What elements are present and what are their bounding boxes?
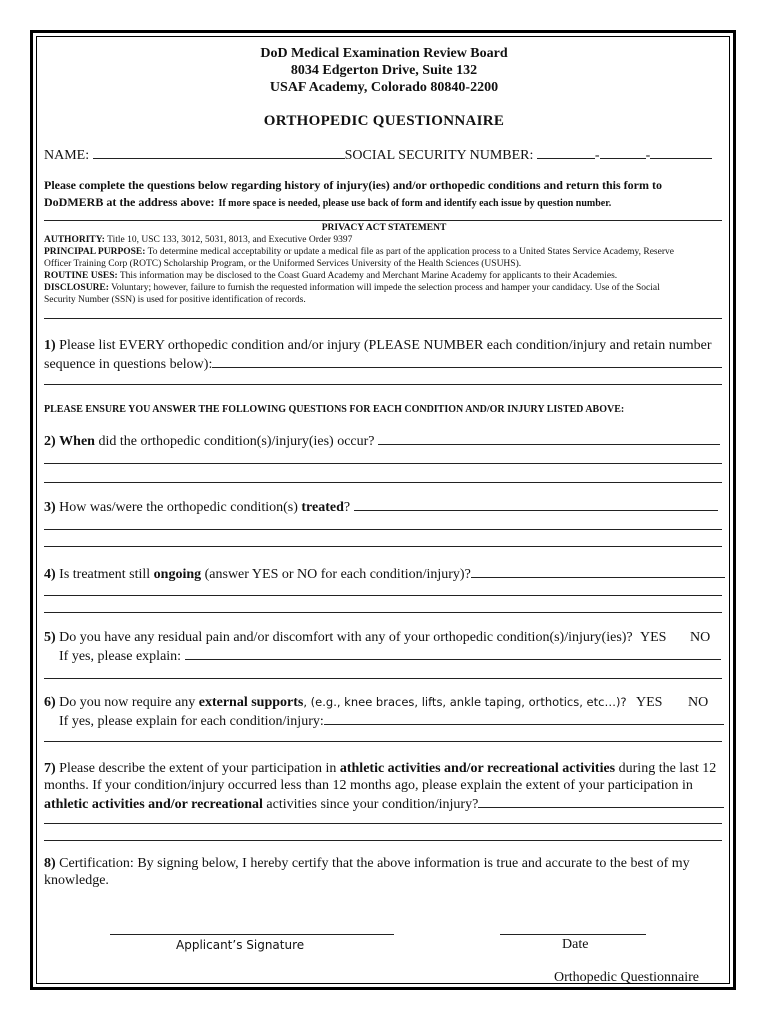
q7-answer-line[interactable] xyxy=(44,823,722,824)
q7-text: Please describe the extent of your participation in xyxy=(59,761,337,776)
disclosure-text2: Security Number (SSN) is used for positive identification of records. xyxy=(44,295,306,305)
org-address-line1: 8034 Edgerton Drive, Suite 132 xyxy=(290,63,478,78)
purpose-text: To determine medical acceptability or update a medical file as part of the application process to a United States Service Academy, Reserve xyxy=(147,247,674,257)
q6 xyxy=(44,695,627,711)
ssn-part3-input[interactable] xyxy=(650,146,712,159)
org-address-line2: USAF Academy, Colorado 80840-2200 xyxy=(269,80,499,95)
q1-line2 xyxy=(44,355,722,373)
purpose-text2: Officer Training Corp (ROTC) Scholarship Program, or the Uniformed Services University of the Health Sciences (USUHS). xyxy=(44,259,522,269)
q7-text2: during the last 12 xyxy=(618,761,717,776)
instructions-note: If more space is needed, please use back of form and identify each issue by question number. xyxy=(218,198,612,209)
q1-answer-input[interactable] xyxy=(212,355,722,368)
q4 xyxy=(44,565,725,583)
instructions-main: Please complete the questions below regarding history of injury(ies) and/or orthopedic conditions and return this form to xyxy=(44,178,662,192)
q7-line2: months. If your condition/injury occurred less than 12 months ago, please explain the extent of your participation in xyxy=(44,778,693,793)
q7 xyxy=(44,761,716,777)
q4-answer-line[interactable] xyxy=(44,595,722,596)
purpose-label: PRINCIPAL PURPOSE: xyxy=(44,247,146,257)
q3-answer-line[interactable] xyxy=(44,529,722,530)
q3-number: 3) xyxy=(44,500,56,515)
q2-answer-line[interactable] xyxy=(44,482,722,483)
q5-explain-row xyxy=(59,647,721,665)
q2 xyxy=(44,432,720,450)
ssn-sep2: - xyxy=(645,148,651,163)
divider xyxy=(44,220,722,221)
name-label: NAME: xyxy=(44,148,90,163)
q6-explain-row xyxy=(59,712,724,730)
q6-explain-label: If yes, please explain for each condition/injury: xyxy=(59,714,324,729)
privacy-routine xyxy=(44,271,617,281)
ensure-note: PLEASE ENSURE YOU ANSWER THE FOLLOWING QUESTIONS FOR EACH CONDITION AND/OR INJURY LISTED ABOVE: xyxy=(44,404,625,415)
q4-text: Is treatment still xyxy=(59,567,151,582)
q5-number: 5) xyxy=(44,630,56,645)
name-input[interactable] xyxy=(93,146,345,159)
applicant-signature-line[interactable] xyxy=(110,934,394,935)
q6-number: 6) xyxy=(44,695,56,710)
q8-text2: knowledge. xyxy=(44,873,109,888)
q5-no-option[interactable]: NO xyxy=(690,630,711,645)
q3 xyxy=(44,498,718,516)
q7-line3 xyxy=(44,795,724,813)
q3-answer-line[interactable] xyxy=(44,546,722,547)
q5-text: Do you have any residual pain and/or discomfort with any of your orthopedic condition(s)/injury(ies)? xyxy=(59,630,633,645)
q1-answer-line[interactable] xyxy=(44,384,722,385)
instructions-main2: DoDMERB at the address above: xyxy=(44,195,215,209)
q5-answer-line[interactable] xyxy=(44,678,722,679)
q3-bold: treated xyxy=(301,500,344,515)
q2-number: 2) xyxy=(44,434,56,449)
q1 xyxy=(44,338,711,354)
q2-answer-line[interactable] xyxy=(44,463,722,464)
authority-label: AUTHORITY: xyxy=(44,235,105,245)
ssn-label: SOCIAL SECURITY NUMBER: xyxy=(344,148,534,163)
q6-bold: external supports xyxy=(198,695,304,710)
applicant-signature-label: Applicant’s Signature xyxy=(176,938,305,952)
q5-yes-option[interactable]: YES xyxy=(640,630,667,645)
q5-explain-label: If yes, please explain: xyxy=(59,649,182,664)
q4-bold: ongoing xyxy=(153,567,202,582)
q3-text: How was/were the orthopedic condition(s) xyxy=(59,500,298,515)
ssn-part2-input[interactable] xyxy=(600,146,646,159)
q1-text: Please list EVERY orthopedic condition and/or injury (PLEASE NUMBER each condition/injury and retain number xyxy=(59,338,712,353)
routine-text: This information may be disclosed to the Coast Guard Academy and Merchant Marine Academy for applicants to their Academies. xyxy=(119,271,618,281)
q7-text3: activities since your condition/injury? xyxy=(266,797,479,812)
date-line[interactable] xyxy=(500,934,646,935)
q4-text2: (answer YES or NO for each condition/injury)? xyxy=(204,567,471,582)
date-label: Date xyxy=(562,937,589,952)
q7-answer-line[interactable] xyxy=(44,840,722,841)
ssn-sep1: - xyxy=(594,148,600,163)
form-title: ORTHOPEDIC QUESTIONNAIRE xyxy=(263,113,505,129)
q2-bold: When xyxy=(59,434,95,449)
footer-form-name: Orthopedic Questionnaire xyxy=(554,970,700,985)
q1-number: 1) xyxy=(44,338,56,353)
q4-number: 4) xyxy=(44,567,56,582)
q2-text: did the orthopedic condition(s)/injury(ies) occur? xyxy=(98,434,375,449)
q1-text2: sequence in questions below): xyxy=(44,357,213,372)
q8-text: Certification: By signing below, I hereby certify that the above information is true and accurate to the best of my xyxy=(59,856,690,871)
q7-bold2: athletic activities and/or recreational xyxy=(44,797,263,812)
routine-label: ROUTINE USES: xyxy=(44,271,118,281)
q5 xyxy=(44,630,633,646)
disclosure-text: Voluntary; however, failure to furnish the requested information will impede the selection process and hamper your candidacy. Use of the Social xyxy=(111,283,660,293)
q7-number: 7) xyxy=(44,761,56,776)
privacy-purpose xyxy=(44,247,674,257)
q6-examples: , (e.g., knee braces, lifts, ankle taping, orthotics, etc…)? xyxy=(303,695,627,709)
privacy-title: PRIVACY ACT STATEMENT xyxy=(321,223,447,233)
q7-bold: athletic activities and/or recreational activities xyxy=(339,761,616,776)
q6-no-option[interactable]: NO xyxy=(688,695,709,710)
divider xyxy=(44,318,722,319)
org-name: DoD Medical Examination Review Board xyxy=(260,46,508,61)
q8 xyxy=(44,856,690,872)
q4-answer-input[interactable] xyxy=(471,565,725,578)
q6-explain-input[interactable] xyxy=(324,712,724,725)
instructions-line2 xyxy=(44,193,611,211)
q6-yes-option[interactable]: YES xyxy=(636,695,663,710)
ssn-part1-input[interactable] xyxy=(537,146,595,159)
privacy-disclosure xyxy=(44,283,660,293)
q2-answer-input[interactable] xyxy=(378,432,720,445)
q3-answer-input[interactable] xyxy=(354,498,718,511)
q4-answer-line[interactable] xyxy=(44,612,722,613)
authority-text: Title 10, USC 133, 3012, 5031, 8013, and Executive Order 9397 xyxy=(107,235,353,245)
q8-number: 8) xyxy=(44,856,56,871)
q6-answer-line[interactable] xyxy=(44,741,722,742)
q7-answer-input[interactable] xyxy=(478,795,724,808)
privacy-authority xyxy=(44,235,352,245)
q3-q: ? xyxy=(343,500,351,515)
q5-explain-input[interactable] xyxy=(185,647,721,660)
name-row xyxy=(44,146,712,164)
disclosure-label: DISCLOSURE: xyxy=(44,283,109,293)
q6-text: Do you now require any xyxy=(59,695,196,710)
